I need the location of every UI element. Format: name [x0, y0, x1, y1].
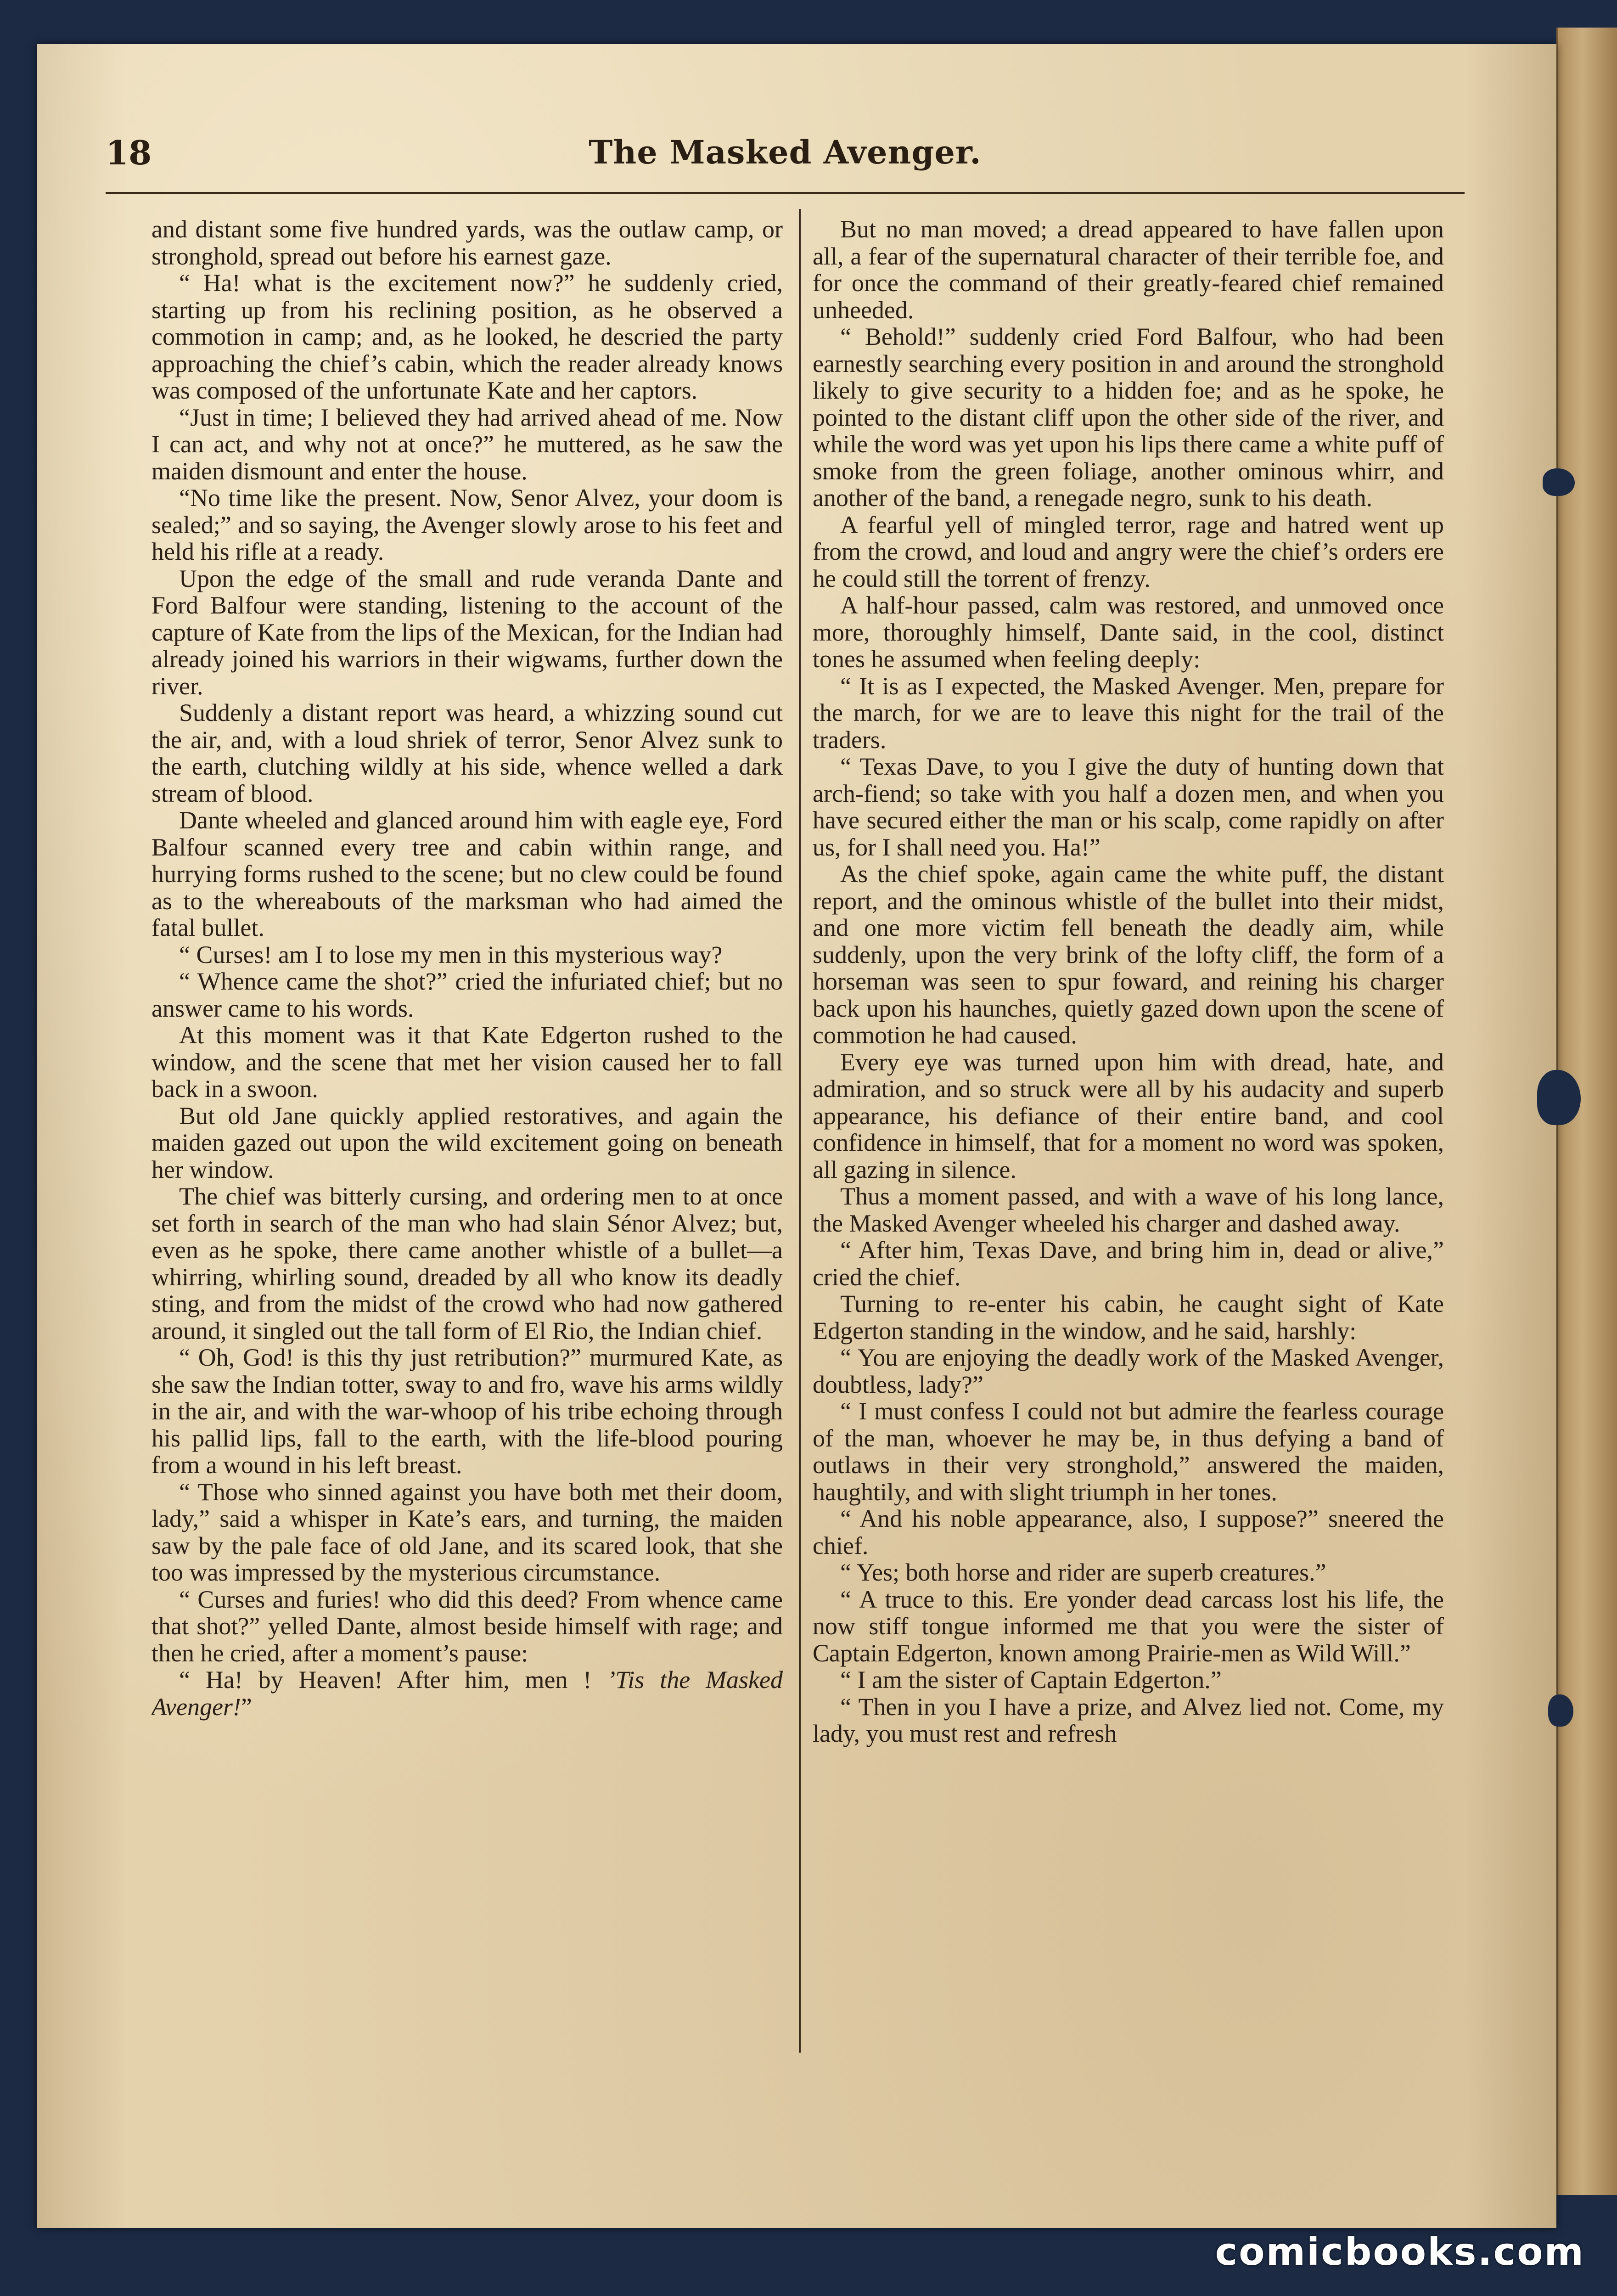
- paragraph: But old Jane quickly applied restoratives, and again the maiden gazed out upon the wild excitement going on beneath her window.: [152, 1102, 783, 1183]
- paragraph: “ Texas Dave, to you I give the duty of hunting down that arch-fiend; so take with you half a dozen men, and when you have secured either the man or his scalp, come rapidly on after us, for I shall need you. Ha!”: [813, 753, 1444, 861]
- paragraph: “ I am the sister of Captain Edgerton.”: [840, 1666, 1222, 1694]
- paragraph: “ I must confess I could not but admire the fearless courage of the man, whoever he may be, in thus defying a band of outlaws in their very stronghold,” answered the maiden, haughtily, and with slight triumph in her tones.: [813, 1397, 1444, 1506]
- paragraph: “ Yes; both horse and rider are superb creatures.”: [840, 1559, 1326, 1586]
- right-text-column: [813, 216, 1444, 2053]
- paragraph: “ Those who sinned against you have both met their doom, lady,” said a whisper in Kate’s ears, and turning, the maiden saw by the pale face of old Jane, and its scared look, that she too was impressed by the mysterious circumstance.: [152, 1478, 783, 1586]
- header-rule: [106, 192, 1465, 194]
- paragraph: and distant some five hundred yards, was the outlaw camp, or stronghold, spread out before his earnest gaze.: [152, 216, 783, 270]
- paragraph: Dante wheeled and glanced around him with eagle eye, Ford Balfour scanned every tree and cabin within range, and hurrying forms rushed to the scene; but no clew could be found as to the whereabouts of the marksman who had aimed the fatal bullet.: [152, 806, 783, 941]
- paragraph: At this moment was it that Kate Edgerton rushed to the window, and the scene that met her vision caused her to fall back in a swoon.: [152, 1021, 783, 1103]
- paragraph: “ Behold!” suddenly cried Ford Balfour, who had been earnestly searching every position in and around the stronghold likely to give security to a hidden foe; and as he spoke, he pointed to the distant cliff upon the other side of the river, and while the word was yet upon his lips there came a white puff of smoke from the green foliage, another ominous whirr, and another of the band, a renegade negro, sunk to his death.: [813, 323, 1444, 512]
- paragraph: Thus a moment passed, and with a wave of his long lance, the Masked Avenger wheeled his charger and dashed away.: [813, 1182, 1444, 1237]
- column-divider: [799, 209, 801, 2053]
- paragraph: Turning to re-enter his cabin, he caught sight of Kate Edgerton standing in the window, and he said, harshly:: [813, 1290, 1444, 1345]
- paragraph: Upon the edge of the small and rude veranda Dante and Ford Balfour were standing, listening to the account of the capture of Kate from the lips of the Mexican, for the Indian had already joined his warriors in their wigwams, further down the river.: [152, 564, 783, 700]
- running-title: The Masked Avenger.: [589, 133, 982, 171]
- closing-quote: ”: [241, 1693, 252, 1721]
- paragraph: But no man moved; a dread appeared to have fallen upon all, a fear of the supernatural character of their terrible foe, and for once the command of their greatly-feared chief remained unheeded.: [813, 216, 1444, 324]
- paragraph: “ After him, Texas Dave, and bring him in, dead or alive,” cried the chief.: [813, 1236, 1444, 1291]
- closing-text: “ Ha! by Heaven! After him, men !: [179, 1666, 607, 1694]
- paragraph: A half-hour passed, calm was restored, and unmoved once more, thoroughly himself, Dante said, in the cool, distinct tones he assumed when feeling deeply:: [813, 591, 1444, 673]
- paragraph: “ Oh, God! is this thy just retribution?” murmured Kate, as she saw the Indian totter, sway to and fro, wave his arms wildly in the air, and with the war-whoop of his tribe echoing through his pallid lips, fall to the earth, with the life-blood pouring from a wound in his left breast.: [152, 1344, 783, 1479]
- closing-italic-text: ’Tis the Masked Avenger!: [152, 1666, 783, 1721]
- paragraph: “ Curses! am I to lose my men in this mysterious way?: [179, 940, 723, 968]
- paragraph: “ A truce to this. Ere yonder dead carcass lost his life, the now stiff tongue informed me that you were the sister of Captain Edgerton, known among Prairie-men as Wild Will.”: [813, 1585, 1444, 1667]
- page-tear-lower: [1548, 1694, 1573, 1727]
- paragraph: “No time like the present. Now, Senor Alvez, your doom is sealed;” and so saying, the Avenger slowly arose to his feet and held his rifle at a ready.: [152, 484, 783, 565]
- paragraph: “ Ha! what is the excitement now?” he suddenly cried, starting up from his reclining position, as he observed a commotion in camp; and, as he looked, he descried the party approaching the chief’s cabin, which the reader already knows was composed of the unfortunate Kate and her captors.: [152, 269, 783, 404]
- page-header: [106, 133, 1465, 184]
- paragraph: As the chief spoke, again came the white puff, the distant report, and the ominous whistle of the bullet into their midst, and one more victim fell beneath the deadly aim, while suddenly, upon the very brink of the lofty cliff, the form of a horseman was seen to spur foward, and reining his charger back upon his haunches, quietly gazed down upon the scene of commotion he had caused.: [813, 860, 1444, 1049]
- paragraph: A fearful yell of mingled terror, rage and hatred went up from the crowd, and loud and angry were the chief’s orders ere he could still the torrent of frenzy.: [813, 511, 1444, 592]
- closing-paragraph: [152, 1666, 783, 1720]
- paragraph: “ It is as I expected, the Masked Avenger. Men, prepare for the march, for we are to leave this night for the trail of the traders.: [813, 672, 1444, 754]
- paragraph: “ And his noble appearance, also, I suppose?” sneered the chief.: [813, 1505, 1444, 1559]
- page-number: 18: [106, 133, 152, 172]
- paragraph: “ You are enjoying the deadly work of the Masked Avenger, doubtless, lady?”: [813, 1344, 1444, 1398]
- paragraph: “ Whence came the shot?” cried the infuriated chief; but no answer came to his words.: [152, 968, 783, 1022]
- paragraph: “ Then in you I have a prize, and Alvez lied not. Come, my lady, you must rest and refresh: [813, 1693, 1444, 1747]
- paragraph: Every eye was turned upon him with dread, hate, and admiration, and so struck were all by his audacity and superb appearance, his defiance of their entire band, and cool confidence in himself, that for a moment no word was spoken, all gazing in silence.: [813, 1048, 1444, 1183]
- paragraph: Suddenly a distant report was heard, a whizzing sound cut the air, and, with a loud shriek of terror, Senor Alvez sunk to the earth, clutching wildly at his side, whence welled a dark stream of blood.: [152, 699, 783, 807]
- page-tear-middle: [1537, 1070, 1581, 1125]
- page-tear-upper: [1543, 468, 1575, 496]
- watermark: comicbooks.com: [1215, 2230, 1585, 2274]
- paragraph: The chief was bitterly cursing, and ordering men to at once set forth in search of the man who had slain Sénor Alvez; but, even as he spoke, there came another whistle of a bullet—a whirring, whirling sound, dreaded by all who know its deadly sting, and from the midst of the crowd who had now gathered around, it singled out the tall form of El Rio, the Indian chief.: [152, 1182, 783, 1345]
- paragraph: “Just in time; I believed they had arrived ahead of me. Now I can act, and why not at once?” he muttered, as he saw the maiden dismount and enter the house.: [152, 403, 783, 485]
- paragraph: “ Curses and furies! who did this deed? From whence came that shot?” yelled Dante, almost beside himself with rage; and then he cried, after a moment’s pause:: [152, 1585, 783, 1667]
- left-text-column: [152, 216, 783, 2053]
